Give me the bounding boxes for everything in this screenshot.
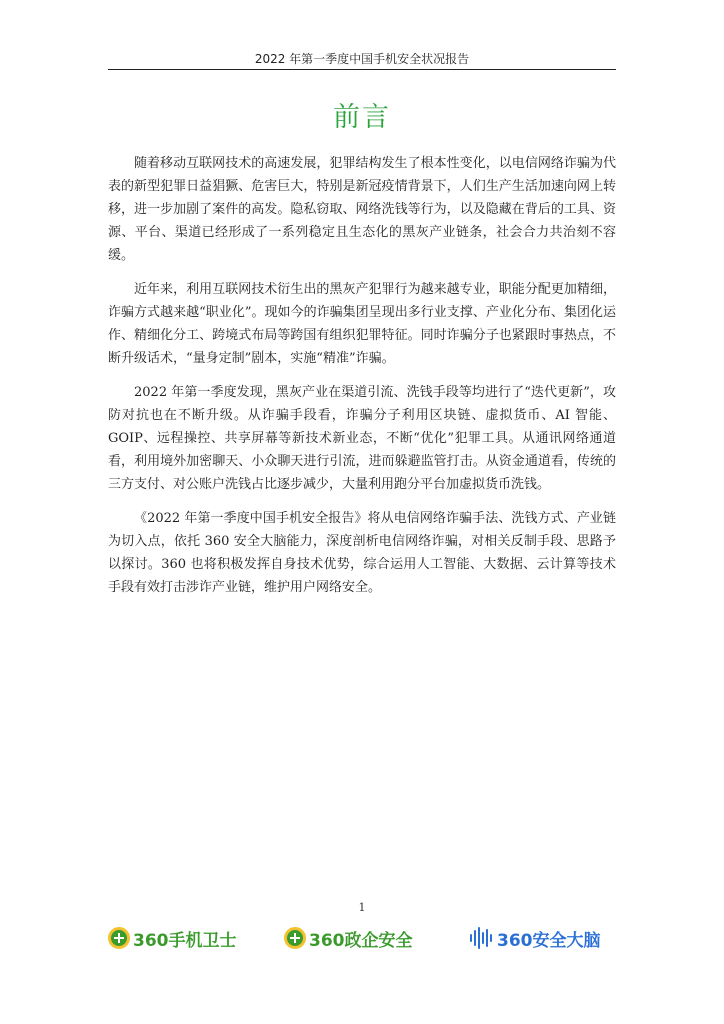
footer-logos	[108, 924, 616, 952]
header-divider	[108, 69, 616, 70]
paragraph: 2022 年第一季度发现，黑灰产业在渠道引流、洗钱手段等均进行了“迭代更新”，攻防对抗也在不断升级。从诈骗手段看，诈骗分子利用区块链、虚拟货币、AI 智能、GOIP、远程操控、共享屏幕等新技术新业态，不断“优化”犯罪工具。从通讯网络通道看，利用境外加密聊天、小众聊天进行引流，进而躲避监管打击。从资金通道看，传统的三方支付、对公账户洗钱占比逐步减少，大量利用跑分平台加虚拟货币洗钱。	[108, 385, 616, 492]
body-text	[108, 152, 616, 610]
logo-label: 360政企安全	[309, 930, 413, 951]
logo-label: 360安全大脑	[497, 930, 601, 951]
paragraph: 《2022 年第一季度中国手机安全报告》将从电信网络诈骗手法、洗钱方式、产业链为切入点，依托 360 安全大脑能力，深度剖析电信网络诈骗，对相关反制手段、思路予以探讨。360 也将积极发挥自身技术优势，综合运用人工智能、大数据、云计算等技术手段有效打击涉诈产业链，维护用户网络安全。	[108, 511, 616, 595]
logo-360-security-brain	[470, 924, 601, 952]
paragraph: 近年来，利用互联网技术衍生出的黑灰产犯罪行为越来越专业，职能分配更加精细，诈骗方式越来越“职业化”。现如今的诈骗集团呈现出多行业支撑、产业化分布、集团化运作、精细化分工、跨境式布局等跨国有组织犯罪特征。同时诈骗分子也紧跟时事热点，不断升级话术，“量身定制”剧本，实施“精准”诈骗。	[108, 282, 616, 366]
logo-360-enterprise-security	[284, 924, 413, 952]
page-number: 1	[358, 901, 366, 914]
paragraph: 随着移动互联网技术的高速发展，犯罪结构发生了根本性变化，以电信网络诈骗为代表的新型犯罪日益猖獗、危害巨大，特别是新冠疫情背景下，人们生产生活加速向网上转移，进一步加剧了案件的高发。隐私窃取、网络洗钱等行为，以及隐藏在背后的工具、资源、平台、渠道已经形成了一系列稳定且生态化的黑灰产业链条，社会合力共治刻不容缓。	[108, 156, 616, 263]
logo-360-mobile-guard	[108, 924, 237, 952]
sound-wave-icon	[470, 927, 494, 949]
shield-plus-icon	[284, 927, 306, 949]
logo-label: 360手机卫士	[133, 930, 237, 951]
shield-plus-icon	[108, 927, 130, 949]
section-title: 前言	[333, 102, 391, 133]
running-header: 2022 年第一季度中国手机安全状况报告	[254, 52, 470, 66]
